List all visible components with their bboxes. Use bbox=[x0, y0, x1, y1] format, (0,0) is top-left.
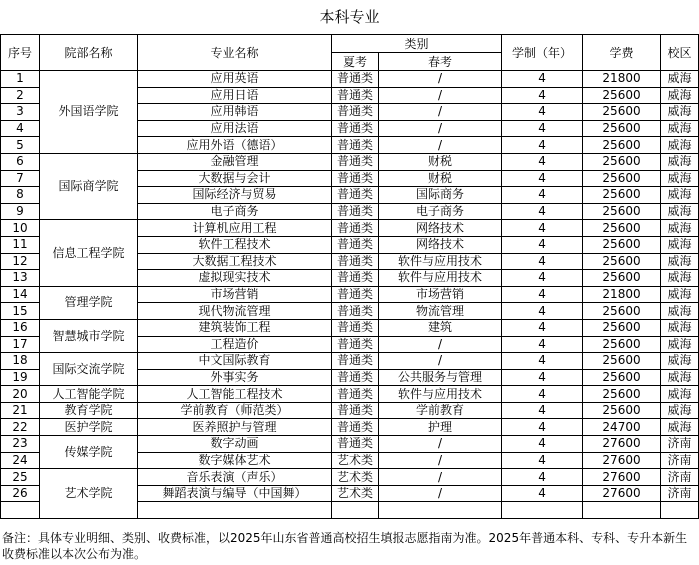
cell-spring: / bbox=[379, 104, 502, 121]
cell-spring: / bbox=[379, 485, 502, 502]
cell-spring: 电子商务 bbox=[379, 203, 502, 220]
cell-fee: 25600 bbox=[583, 253, 661, 270]
cell-years: 4 bbox=[502, 220, 583, 237]
cell-major: 学前教育（师范类） bbox=[138, 402, 332, 419]
header-seq: 序号 bbox=[1, 35, 40, 71]
cell-college: 管理学院 bbox=[40, 286, 138, 319]
cell-seq: 6 bbox=[1, 153, 40, 170]
cell-college: 传媒学院 bbox=[40, 436, 138, 469]
cell-seq: 15 bbox=[1, 303, 40, 320]
cell-campus: 威海 bbox=[661, 120, 699, 137]
cell-spring: 建筑 bbox=[379, 319, 502, 336]
cell-campus: 威海 bbox=[661, 236, 699, 253]
table-row bbox=[1, 71, 699, 88]
cell-major: 应用法语 bbox=[138, 120, 332, 137]
cell-seq: 13 bbox=[1, 270, 40, 287]
table-row bbox=[1, 353, 699, 370]
cell-seq: 19 bbox=[1, 369, 40, 386]
cell-seq: 14 bbox=[1, 286, 40, 303]
cell-major: 国际经济与贸易 bbox=[138, 187, 332, 204]
cell-campus bbox=[661, 502, 699, 519]
cell-seq bbox=[1, 502, 40, 519]
cell-campus: 威海 bbox=[661, 71, 699, 88]
cell-years: 4 bbox=[502, 187, 583, 204]
cell-seq: 5 bbox=[1, 137, 40, 154]
cell-spring: 软件与应用技术 bbox=[379, 253, 502, 270]
cell-summer: 普通类 bbox=[332, 71, 379, 88]
cell-fee: 25600 bbox=[583, 104, 661, 121]
cell-summer bbox=[332, 502, 379, 519]
cell-college: 人工智能学院 bbox=[40, 386, 138, 403]
cell-major: 市场营销 bbox=[138, 286, 332, 303]
cell-years: 4 bbox=[502, 469, 583, 486]
cell-summer: 普通类 bbox=[332, 336, 379, 353]
cell-fee: 27600 bbox=[583, 452, 661, 469]
cell-fee: 25600 bbox=[583, 236, 661, 253]
cell-college: 国际交流学院 bbox=[40, 353, 138, 386]
cell-years: 4 bbox=[502, 386, 583, 403]
cell-spring bbox=[379, 502, 502, 519]
cell-years: 4 bbox=[502, 270, 583, 287]
cell-seq: 25 bbox=[1, 469, 40, 486]
cell-major: 电子商务 bbox=[138, 203, 332, 220]
cell-fee: 25600 bbox=[583, 187, 661, 204]
cell-seq: 23 bbox=[1, 436, 40, 453]
cell-fee: 25600 bbox=[583, 319, 661, 336]
cell-major: 应用英语 bbox=[138, 71, 332, 88]
cell-summer: 普通类 bbox=[332, 303, 379, 320]
cell-major: 现代物流管理 bbox=[138, 303, 332, 320]
cell-summer: 普通类 bbox=[332, 236, 379, 253]
cell-seq: 10 bbox=[1, 220, 40, 237]
cell-campus: 威海 bbox=[661, 220, 699, 237]
cell-years: 4 bbox=[502, 303, 583, 320]
cell-years: 4 bbox=[502, 203, 583, 220]
cell-spring: 学前教育 bbox=[379, 402, 502, 419]
cell-seq: 12 bbox=[1, 253, 40, 270]
cell-years: 4 bbox=[502, 87, 583, 104]
cell-major bbox=[138, 502, 332, 519]
cell-spring: / bbox=[379, 436, 502, 453]
cell-spring: 软件与应用技术 bbox=[379, 270, 502, 287]
cell-years: 4 bbox=[502, 253, 583, 270]
cell-campus: 济南 bbox=[661, 436, 699, 453]
cell-years: 4 bbox=[502, 452, 583, 469]
cell-summer: 普通类 bbox=[332, 436, 379, 453]
cell-spring: / bbox=[379, 469, 502, 486]
cell-major: 大数据工程技术 bbox=[138, 253, 332, 270]
cell-college: 外国语学院 bbox=[40, 71, 138, 154]
table-row bbox=[1, 386, 699, 403]
cell-major: 中文国际教育 bbox=[138, 353, 332, 370]
cell-major: 音乐表演（声乐） bbox=[138, 469, 332, 486]
cell-summer: 普通类 bbox=[332, 187, 379, 204]
cell-major: 医养照护与管理 bbox=[138, 419, 332, 436]
cell-years: 4 bbox=[502, 104, 583, 121]
table-row bbox=[1, 319, 699, 336]
cell-spring: / bbox=[379, 120, 502, 137]
cell-fee: 25600 bbox=[583, 170, 661, 187]
cell-campus: 威海 bbox=[661, 153, 699, 170]
cell-summer: 普通类 bbox=[332, 120, 379, 137]
header-college: 院部名称 bbox=[40, 35, 138, 71]
cell-summer: 普通类 bbox=[332, 419, 379, 436]
cell-college: 教育学院 bbox=[40, 402, 138, 419]
cell-summer: 普通类 bbox=[332, 319, 379, 336]
cell-summer: 普通类 bbox=[332, 87, 379, 104]
cell-fee: 25600 bbox=[583, 203, 661, 220]
cell-years: 4 bbox=[502, 369, 583, 386]
cell-fee: 27600 bbox=[583, 485, 661, 502]
cell-spring: 市场营销 bbox=[379, 286, 502, 303]
cell-major: 应用韩语 bbox=[138, 104, 332, 121]
table-row bbox=[1, 469, 699, 486]
cell-spring: / bbox=[379, 452, 502, 469]
cell-fee: 21800 bbox=[583, 71, 661, 88]
cell-spring: 物流管理 bbox=[379, 303, 502, 320]
cell-seq: 21 bbox=[1, 402, 40, 419]
cell-campus: 威海 bbox=[661, 87, 699, 104]
cell-campus: 威海 bbox=[661, 286, 699, 303]
cell-campus: 威海 bbox=[661, 270, 699, 287]
table-row bbox=[1, 419, 699, 436]
cell-campus: 威海 bbox=[661, 319, 699, 336]
cell-major: 工程造价 bbox=[138, 336, 332, 353]
cell-years: 4 bbox=[502, 319, 583, 336]
majors-table bbox=[0, 34, 699, 519]
cell-college: 信息工程学院 bbox=[40, 220, 138, 286]
header-years: 学制（年） bbox=[502, 35, 583, 71]
cell-years: 4 bbox=[502, 436, 583, 453]
header-major: 专业名称 bbox=[138, 35, 332, 71]
cell-campus: 威海 bbox=[661, 419, 699, 436]
cell-spring: / bbox=[379, 87, 502, 104]
cell-summer: 普通类 bbox=[332, 170, 379, 187]
footnote: 备注：具体专业明细、类别、收费标准，以2025年山东省普通高校招生填报志愿指南为准。2025年普通本科、专科、专升本新生收费标准以本次公布为准。 bbox=[2, 531, 688, 561]
cell-spring: / bbox=[379, 71, 502, 88]
cell-seq: 26 bbox=[1, 485, 40, 502]
cell-fee: 27600 bbox=[583, 469, 661, 486]
cell-campus: 威海 bbox=[661, 253, 699, 270]
cell-years: 4 bbox=[502, 236, 583, 253]
cell-seq: 9 bbox=[1, 203, 40, 220]
cell-summer: 普通类 bbox=[332, 386, 379, 403]
cell-spring: 护理 bbox=[379, 419, 502, 436]
cell-years: 4 bbox=[502, 336, 583, 353]
cell-fee: 25600 bbox=[583, 270, 661, 287]
cell-major: 人工智能工程技术 bbox=[138, 386, 332, 403]
cell-seq: 2 bbox=[1, 87, 40, 104]
cell-campus: 威海 bbox=[661, 369, 699, 386]
cell-years: 4 bbox=[502, 353, 583, 370]
cell-fee: 25600 bbox=[583, 137, 661, 154]
cell-seq: 11 bbox=[1, 236, 40, 253]
cell-major: 舞蹈表演与编导（中国舞） bbox=[138, 485, 332, 502]
cell-years: 4 bbox=[502, 137, 583, 154]
cell-years: 4 bbox=[502, 170, 583, 187]
cell-years: 4 bbox=[502, 120, 583, 137]
cell-major: 外事实务 bbox=[138, 369, 332, 386]
cell-campus: 威海 bbox=[661, 187, 699, 204]
cell-years: 4 bbox=[502, 153, 583, 170]
table-row bbox=[1, 286, 699, 303]
cell-spring: 财税 bbox=[379, 153, 502, 170]
cell-major: 金融管理 bbox=[138, 153, 332, 170]
cell-campus: 威海 bbox=[661, 104, 699, 121]
cell-college: 智慧城市学院 bbox=[40, 319, 138, 352]
cell-summer: 普通类 bbox=[332, 369, 379, 386]
cell-college: 国际商学院 bbox=[40, 153, 138, 219]
cell-campus: 威海 bbox=[661, 336, 699, 353]
cell-summer: 普通类 bbox=[332, 270, 379, 287]
cell-spring: 公共服务与管理 bbox=[379, 369, 502, 386]
cell-summer: 普通类 bbox=[332, 286, 379, 303]
cell-major: 应用外语（德语） bbox=[138, 137, 332, 154]
cell-major: 建筑装饰工程 bbox=[138, 319, 332, 336]
cell-major: 计算机应用工程 bbox=[138, 220, 332, 237]
cell-fee bbox=[583, 502, 661, 519]
cell-spring: 网络技术 bbox=[379, 220, 502, 237]
cell-campus: 威海 bbox=[661, 303, 699, 320]
header-spring: 春考 bbox=[379, 53, 502, 71]
cell-fee: 25600 bbox=[583, 369, 661, 386]
cell-major: 应用日语 bbox=[138, 87, 332, 104]
cell-campus: 威海 bbox=[661, 402, 699, 419]
cell-seq: 7 bbox=[1, 170, 40, 187]
cell-spring: / bbox=[379, 336, 502, 353]
cell-summer: 普通类 bbox=[332, 402, 379, 419]
cell-seq: 22 bbox=[1, 419, 40, 436]
cell-major: 数字动画 bbox=[138, 436, 332, 453]
page-title: 本科专业 bbox=[319, 8, 380, 26]
cell-campus: 济南 bbox=[661, 485, 699, 502]
cell-major: 数字媒体艺术 bbox=[138, 452, 332, 469]
cell-seq: 1 bbox=[1, 71, 40, 88]
cell-seq: 24 bbox=[1, 452, 40, 469]
table-row bbox=[1, 220, 699, 237]
cell-years: 4 bbox=[502, 485, 583, 502]
cell-seq: 17 bbox=[1, 336, 40, 353]
table-row bbox=[1, 436, 699, 453]
cell-years bbox=[502, 502, 583, 519]
cell-fee: 25600 bbox=[583, 336, 661, 353]
cell-spring: 财税 bbox=[379, 170, 502, 187]
cell-fee: 25600 bbox=[583, 303, 661, 320]
cell-campus: 济南 bbox=[661, 469, 699, 486]
cell-spring: / bbox=[379, 137, 502, 154]
header-campus: 校区 bbox=[661, 35, 699, 71]
cell-years: 4 bbox=[502, 71, 583, 88]
cell-seq: 8 bbox=[1, 187, 40, 204]
cell-fee: 25600 bbox=[583, 120, 661, 137]
cell-campus: 威海 bbox=[661, 386, 699, 403]
cell-spring: 国际商务 bbox=[379, 187, 502, 204]
cell-campus: 威海 bbox=[661, 203, 699, 220]
cell-fee: 25600 bbox=[583, 402, 661, 419]
cell-summer: 艺术类 bbox=[332, 452, 379, 469]
header-fee: 学费 bbox=[583, 35, 661, 71]
cell-fee: 25600 bbox=[583, 220, 661, 237]
cell-summer: 艺术类 bbox=[332, 485, 379, 502]
cell-years: 4 bbox=[502, 286, 583, 303]
cell-spring: 网络技术 bbox=[379, 236, 502, 253]
cell-fee: 27600 bbox=[583, 436, 661, 453]
cell-fee: 25600 bbox=[583, 153, 661, 170]
cell-summer: 普通类 bbox=[332, 203, 379, 220]
cell-major: 软件工程技术 bbox=[138, 236, 332, 253]
cell-summer: 普通类 bbox=[332, 253, 379, 270]
cell-college: 艺术学院 bbox=[40, 469, 138, 519]
cell-campus: 济南 bbox=[661, 452, 699, 469]
cell-seq: 20 bbox=[1, 386, 40, 403]
cell-campus: 威海 bbox=[661, 170, 699, 187]
cell-summer: 艺术类 bbox=[332, 469, 379, 486]
cell-major: 大数据与会计 bbox=[138, 170, 332, 187]
cell-years: 4 bbox=[502, 419, 583, 436]
header-summer: 夏考 bbox=[332, 53, 379, 71]
cell-fee: 25600 bbox=[583, 87, 661, 104]
cell-summer: 普通类 bbox=[332, 220, 379, 237]
header-category: 类别 bbox=[332, 35, 502, 53]
cell-seq: 4 bbox=[1, 120, 40, 137]
cell-years: 4 bbox=[502, 402, 583, 419]
table-row bbox=[1, 402, 699, 419]
cell-fee: 25600 bbox=[583, 386, 661, 403]
cell-seq: 18 bbox=[1, 353, 40, 370]
cell-fee: 21800 bbox=[583, 286, 661, 303]
table-row bbox=[1, 153, 699, 170]
cell-campus: 威海 bbox=[661, 137, 699, 154]
cell-summer: 普通类 bbox=[332, 137, 379, 154]
cell-fee: 24700 bbox=[583, 419, 661, 436]
cell-summer: 普通类 bbox=[332, 104, 379, 121]
cell-college: 医护学院 bbox=[40, 419, 138, 436]
cell-major: 虚拟现实技术 bbox=[138, 270, 332, 287]
cell-spring: 软件与应用技术 bbox=[379, 386, 502, 403]
cell-spring: / bbox=[379, 353, 502, 370]
cell-summer: 普通类 bbox=[332, 153, 379, 170]
cell-summer: 普通类 bbox=[332, 353, 379, 370]
cell-seq: 3 bbox=[1, 104, 40, 121]
cell-seq: 16 bbox=[1, 319, 40, 336]
cell-campus: 威海 bbox=[661, 353, 699, 370]
cell-fee: 25600 bbox=[583, 353, 661, 370]
